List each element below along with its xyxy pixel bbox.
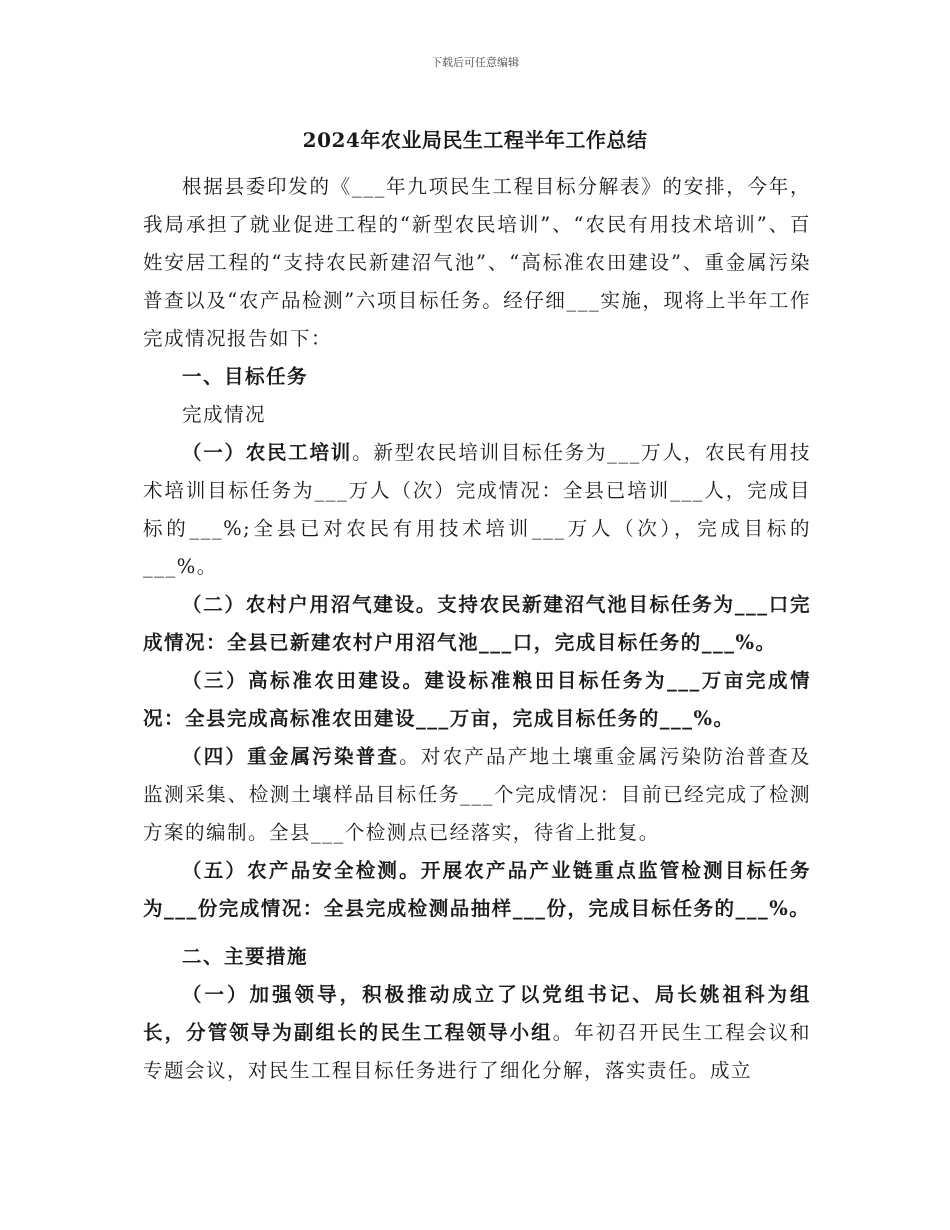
section1-item-4-lead: （四）重金属污染普查 xyxy=(182,745,400,768)
section1-item-1 xyxy=(143,434,811,586)
document-title: 2024年农业局民生工程半年工作总结 xyxy=(302,128,648,152)
section1-subheading: 完成情况 xyxy=(182,403,267,426)
document-body xyxy=(143,168,811,1090)
section1-item-1-text: 。新型农民培训目标任务为___万人，农民有用技术培训目标任务为___万人（次）完成情况：全县已培训___人，完成目标的___%;全县已对农民有用技术培训___万人（次），完成目标的___%。 xyxy=(143,441,811,578)
section1-item-2: （二）农村户用沼气建设。支持农民新建沼气池目标任务为___口完成情况：全县已新建农村户用沼气池___口，完成目标任务的___%。 xyxy=(143,593,811,654)
header-note: 下载后可任意编辑 xyxy=(431,56,519,69)
section1-heading: 一、目标任务 xyxy=(182,365,309,388)
section1-item-5: （五）农产品安全检测。开展农产品产业链重点监管检测目标任务为___份完成情况：全县完成检测品抽样___份，完成目标任务的___%。 xyxy=(143,859,811,920)
section2-item-1-text: 。年初召开民生工程会议和专题会议，对民生工程目标任务进行了细化分解，落实责任。成立 xyxy=(143,1021,811,1082)
section2-heading: 二、主要措施 xyxy=(182,945,309,968)
section1-item-1-lead: （一）农民工培训 xyxy=(182,441,353,464)
section1-item-3: （三）高标准农田建设。建设标准粮田目标任务为___万亩完成情况：全县完成高标准农田建设___万亩，完成目标任务的___%。 xyxy=(143,669,811,730)
section1-item-4 xyxy=(143,738,811,852)
section2-item-1 xyxy=(143,976,811,1090)
section1-item-4-text: 。对农产品产地土壤重金属污染防治普查及监测采集、检测土壤样品目标任务___个完成情况：目前已经完成了检测方案的编制。全县___个检测点已经落实，待省上批复。 xyxy=(143,745,811,844)
section2-item-1-lead: （一）加强领导，积极推动成立了以党组书记、局长姚祖科为组长，分管领导为副组长的民生工程领导小组 xyxy=(143,983,811,1044)
intro-paragraph: 根据县委印发的《___年九项民生工程目标分解表》的安排，今年，我局承担了就业促进工程的“新型农民培训”、“农民有用技术培训”、百姓安居工程的“支持农民新建沼气池”、“高标准农田建设”、重金属污染普查以及“农产品检测”六项目标任务。经仔细___实施，现将上半年工作完成情况报告如下： xyxy=(143,175,811,350)
